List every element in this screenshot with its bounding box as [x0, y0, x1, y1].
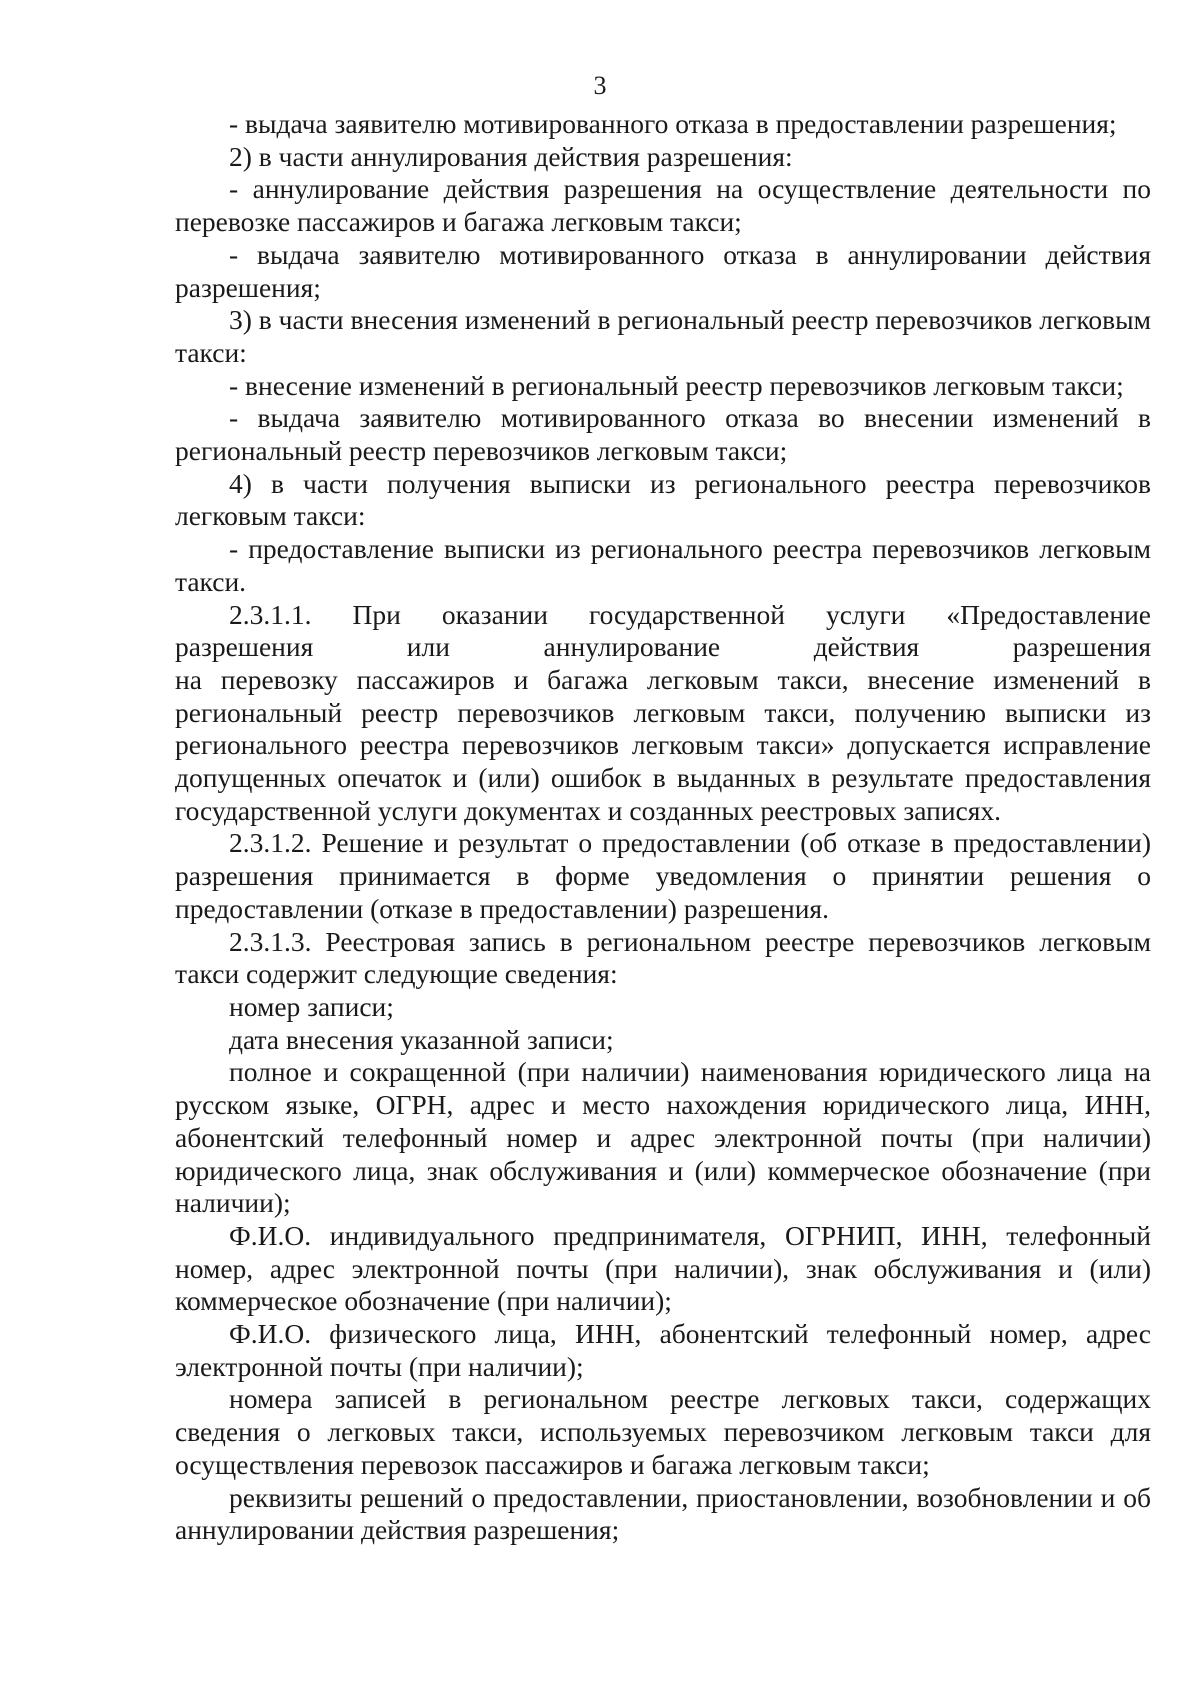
paragraph-1: - выдача заявителю мотивированного отказа в предоставлении разрешения; [229, 108, 1117, 139]
paragraph-3: - аннулирование действия разрешения на осуществление деятельности по перевозке пассажиров и багажа легковым такси; [175, 173, 1151, 238]
paragraph-2: 2) в части аннулирования действия разрешения: [229, 140, 793, 172]
paragraph-17: Ф.И.О. физического лица, ИНН, абонентский телефонный номер, адрес электронной почты (при наличии); [175, 1318, 1151, 1382]
paragraph-15: полное и сокращенной (при наличии) наименования юридического лица на русском языке, ОГРН, адрес и место нахождения юридического лица, ИНН, абонентский телефонный номер и адрес электронной почты (при наличии) юридического лица, знак обслуживания и (или) коммерческое обозначение (при наличии); [175, 1056, 1151, 1219]
paragraph-11: 2.3.1.2. Решение и результат о предоставлении (об отказе в предоставлении) разрешения принимается в форме уведомления о принятии решения о предоставлении (отказе в предоставлении) разрешения. [175, 827, 1151, 924]
paragraph-6: - внесение изменений в региональный реестр перевозчиков легковым такси; [229, 369, 1124, 401]
paragraph-9: - предоставление выписки из регионального реестра перевозчиков легковым такси. [175, 533, 1151, 597]
paragraph-12: 2.3.1.3. Реестровая запись в региональном реестре перевозчиков легковым такси содержит следующие сведения: [175, 925, 1151, 990]
paragraph-5: 3) в части внесения изменений в региональный реестр перевозчиков легковым такси: [175, 304, 1151, 368]
paragraph-14: дата внесения указанной записи; [229, 1023, 614, 1055]
paragraph-16: Ф.И.О. индивидуального предпринимателя, ОГРНИП, ИНН, телефонный номер, адрес электронной почты (при наличии), знак обслуживания и (или) коммерческое обозначение (при наличии); [175, 1219, 1151, 1317]
paragraph-10-line-1: 2.3.1.1. При оказании государственной услуги «Предоставление [229, 598, 1151, 630]
paragraph-19: реквизиты решений о предоставлении, приостановлении, возобновлении и об аннулировании действия разрешения; [175, 1481, 1151, 1546]
paragraph-8: 4) в части получения выписки из регионального реестра перевозчиков легковым такси: [175, 467, 1151, 532]
paragraph-10-line-2: разрешения или аннулирование действия разрешения [175, 631, 1151, 663]
paragraph-7: - выдача заявителю мотивированного отказа во внесении изменений в региональный реестр перевозчиков легковым такси; [175, 402, 1151, 467]
paragraph-4: - выдача заявителю мотивированного отказа в аннулировании действия разрешения; [175, 238, 1151, 303]
paragraph-10 [175, 599, 1151, 828]
document-body [175, 108, 1151, 1547]
paragraph-18: номера записей в региональном реестре легковых такси, содержащих сведения о легковых такси, используемых перевозчиком легковым такси для осуществления перевозок пассажиров и багажа легковым такси; [175, 1383, 1151, 1480]
page-number: 3 [593, 71, 607, 100]
paragraph-13: номер записи; [229, 990, 394, 1022]
paragraph-10-rest: на перевозку пассажиров и багажа легковым такси, внесение изменений в региональный реестр перевозчиков легковым такси, получению выписки из регионального реестра перевозчиков легковым такси» допускается исправление допущенных опечаток и (или) ошибок в выданных в результате предоставления государственной услуги документах и созданных реестровых записях. [175, 663, 1151, 826]
